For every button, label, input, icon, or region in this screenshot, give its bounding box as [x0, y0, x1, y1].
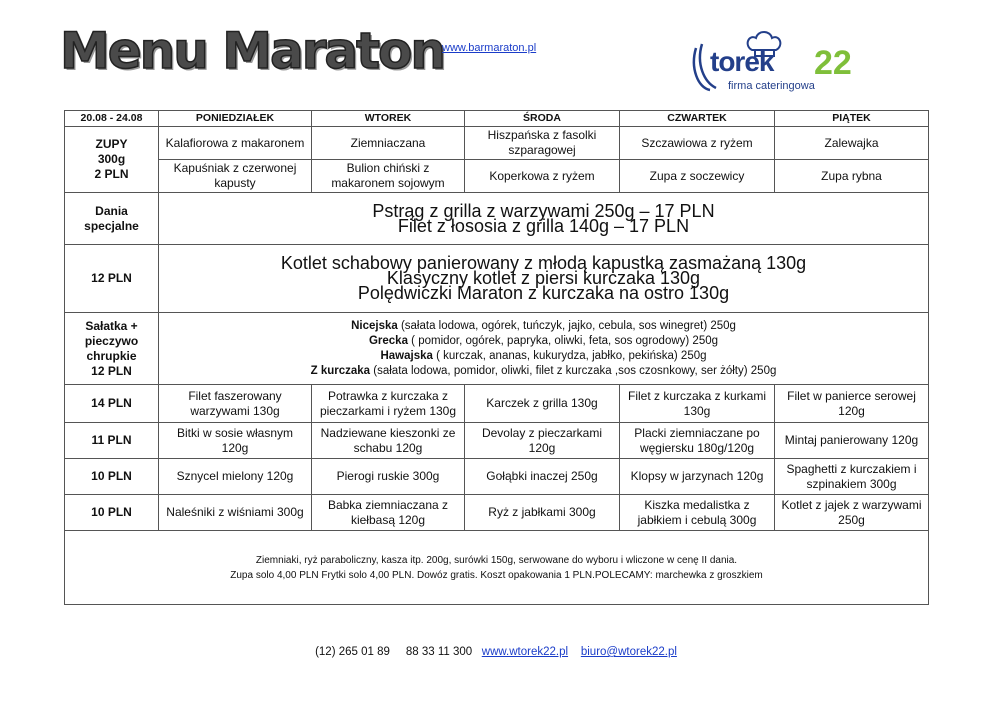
- label-line: ZUPY: [95, 137, 128, 151]
- special-row: [65, 193, 929, 245]
- label-line: specjalne: [84, 218, 139, 233]
- menu-cell: Zalewajka: [775, 127, 929, 160]
- logo-word: torek: [710, 46, 774, 77]
- footer-note: [65, 531, 929, 605]
- menu-cell: Kiszka medalistka z jabłkiem i cebulą 300g: [620, 495, 775, 531]
- email-link[interactable]: biuro@wtorek22.pl: [580, 646, 677, 658]
- menu-cell: Klopsy w jarzynach 120g: [620, 459, 775, 495]
- salad-item: [162, 364, 925, 379]
- pln12-dishes: [159, 245, 929, 313]
- salad-item: [162, 319, 925, 334]
- price-label: 12 PLN: [65, 245, 159, 313]
- phone-1: (12) 265 01 89: [315, 646, 390, 658]
- menu-cell: Gołąbki inaczej 250g: [465, 459, 620, 495]
- menu-cell: Placki ziemniaczane po węgiersku 180g/120g: [620, 423, 775, 459]
- menu-cell: Ziemniaczana: [312, 127, 465, 160]
- menu-cell: Filet faszerowany warzywami 130g: [159, 385, 312, 423]
- day-header: ŚRODA: [465, 111, 620, 127]
- menu-cell: Kotlet z jajek z warzywami 250g: [775, 495, 929, 531]
- salad-name: Hawajska: [380, 349, 433, 362]
- menu-cell: Zupa z soczewicy: [620, 160, 775, 193]
- label-line: 300g: [97, 152, 126, 166]
- day-header: WTOREK: [312, 111, 465, 127]
- price-label: 11 PLN: [65, 423, 159, 459]
- date-range: 20.08 - 24.08: [65, 111, 159, 127]
- dish-line: Polędwiczki Maraton z kurczaka na ostro 130g: [357, 283, 730, 303]
- menu-cell: Spaghetti z kurczakiem i szpinakiem 300g: [775, 459, 929, 495]
- price-row: [65, 385, 929, 423]
- header-row: [65, 111, 929, 127]
- salad-desc: ( kurczak, ananas, kukurydza, jabłko, pekińska) 250g: [432, 349, 707, 362]
- salad-list: [159, 313, 929, 385]
- day-header: CZWARTEK: [620, 111, 775, 127]
- soup-row: [65, 127, 929, 160]
- salad-desc: (sałata lodowa, ogórek, tuńczyk, jajko, cebula, sos winegret) 250g: [397, 319, 736, 332]
- menu-cell: Ryż z jabłkami 300g: [465, 495, 620, 531]
- label-line: Sałatka +: [85, 318, 138, 333]
- soup-label: [65, 127, 159, 193]
- label-line: pieczywo: [84, 333, 139, 348]
- special-dishes: [159, 193, 929, 245]
- menu-cell: Karczek z grilla 130g: [465, 385, 620, 423]
- menu-cell: Naleśniki z wiśniami 300g: [159, 495, 312, 531]
- menu-cell: Pierogi ruskie 300g: [312, 459, 465, 495]
- menu-cell: Devolay z pieczarkami 120g: [465, 423, 620, 459]
- logo-subtitle: firma cateringowa: [728, 80, 815, 92]
- footer-line: Ziemniaki, ryż paraboliczny, kasza itp. 200g, surówki 150g, serwowane do wyboru i wliczone w cenę II dania.: [255, 554, 738, 566]
- logo-number: 22: [814, 44, 852, 82]
- salad-item: [162, 349, 925, 364]
- menu-cell: Kapuśniak z czerwonej kapusty: [159, 160, 312, 193]
- dish-line: Filet z łososia z grilla 140g – 17 PLN: [397, 215, 690, 236]
- day-header: PONIEDZIAŁEK: [159, 111, 312, 127]
- menu-cell: Szczawiowa z ryżem: [620, 127, 775, 160]
- page-title: Menu Maraton: [60, 22, 445, 80]
- label-line: chrupkie: [86, 348, 137, 363]
- price-label: 10 PLN: [65, 459, 159, 495]
- soup-row: [65, 160, 929, 193]
- menu-cell: Kalafiorowa z makaronem: [159, 127, 312, 160]
- menu-cell: Mintaj panierowany 120g: [775, 423, 929, 459]
- special-label: [65, 193, 159, 245]
- price-row: [65, 495, 929, 531]
- footer-row: [65, 531, 929, 605]
- dish-line: Kotlet schabowy panierowany z młodą kapustką zasmażaną 130g: [280, 253, 807, 273]
- label-line: 12 PLN: [91, 363, 132, 378]
- price-row: [65, 459, 929, 495]
- price-label: 14 PLN: [65, 385, 159, 423]
- salad-desc: ( pomidor, ogórek, papryka, oliwki, feta, sos ogrodowy) 250g: [407, 334, 719, 347]
- day-header: PIĄTEK: [775, 111, 929, 127]
- pln12-row: [65, 245, 929, 313]
- footer-line: Zupa solo 4,00 PLN Frytki solo 4,00 PLN. Dowóz gratis. Koszt opakowania 1 PLN.POLECAMY: marchewka z groszkiem: [230, 569, 763, 581]
- dish-line: Pstrąg z grilla z warzywami 250g – 17 PLN: [372, 200, 715, 221]
- salad-name: Z kurczaka: [310, 364, 371, 377]
- website-link[interactable]: www.barmaraton.pl: [442, 42, 537, 54]
- label-line: Dania: [95, 203, 128, 218]
- company-website-link[interactable]: www.wtorek22.pl: [481, 646, 569, 658]
- salad-name: Nicejska: [351, 319, 398, 332]
- salad-item: [162, 334, 925, 349]
- menu-cell: Bitki w sosie własnym 120g: [159, 423, 312, 459]
- price-row: [65, 423, 929, 459]
- company-logo: [688, 30, 888, 102]
- menu-table: [64, 110, 929, 605]
- menu-cell: Babka ziemniaczana z kiełbasą 120g: [312, 495, 465, 531]
- menu-cell: Filet z kurczaka z kurkami 130g: [620, 385, 775, 423]
- label-line: 2 PLN: [94, 167, 129, 181]
- price-label: 10 PLN: [65, 495, 159, 531]
- salad-desc: (sałata lodowa, pomidor, oliwki, filet z kurczaka ,sos czosnkowy, ser żółty) 250g: [370, 364, 777, 377]
- contact-footer: [0, 646, 992, 658]
- salad-label: [65, 313, 159, 385]
- menu-cell: Potrawka z kurczaka z pieczarkami i ryżem 130g: [312, 385, 465, 423]
- menu-cell: Koperkowa z ryżem: [465, 160, 620, 193]
- menu-cell: Sznycel mielony 120g: [159, 459, 312, 495]
- menu-cell: Nadziewane kieszonki ze schabu 120g: [312, 423, 465, 459]
- menu-cell: Hiszpańska z fasolki szparagowej: [465, 127, 620, 160]
- menu-cell: Zupa rybna: [775, 160, 929, 193]
- phone-2: 88 33 11 300: [405, 646, 473, 658]
- salad-row: [65, 313, 929, 385]
- menu-cell: Bulion chiński z makaronem sojowym: [312, 160, 465, 193]
- dish-line: Klasyczny kotlet z piersi kurczaka 130g: [386, 268, 701, 288]
- salad-name: Grecka: [368, 334, 408, 347]
- menu-cell: Filet w panierce serowej 120g: [775, 385, 929, 423]
